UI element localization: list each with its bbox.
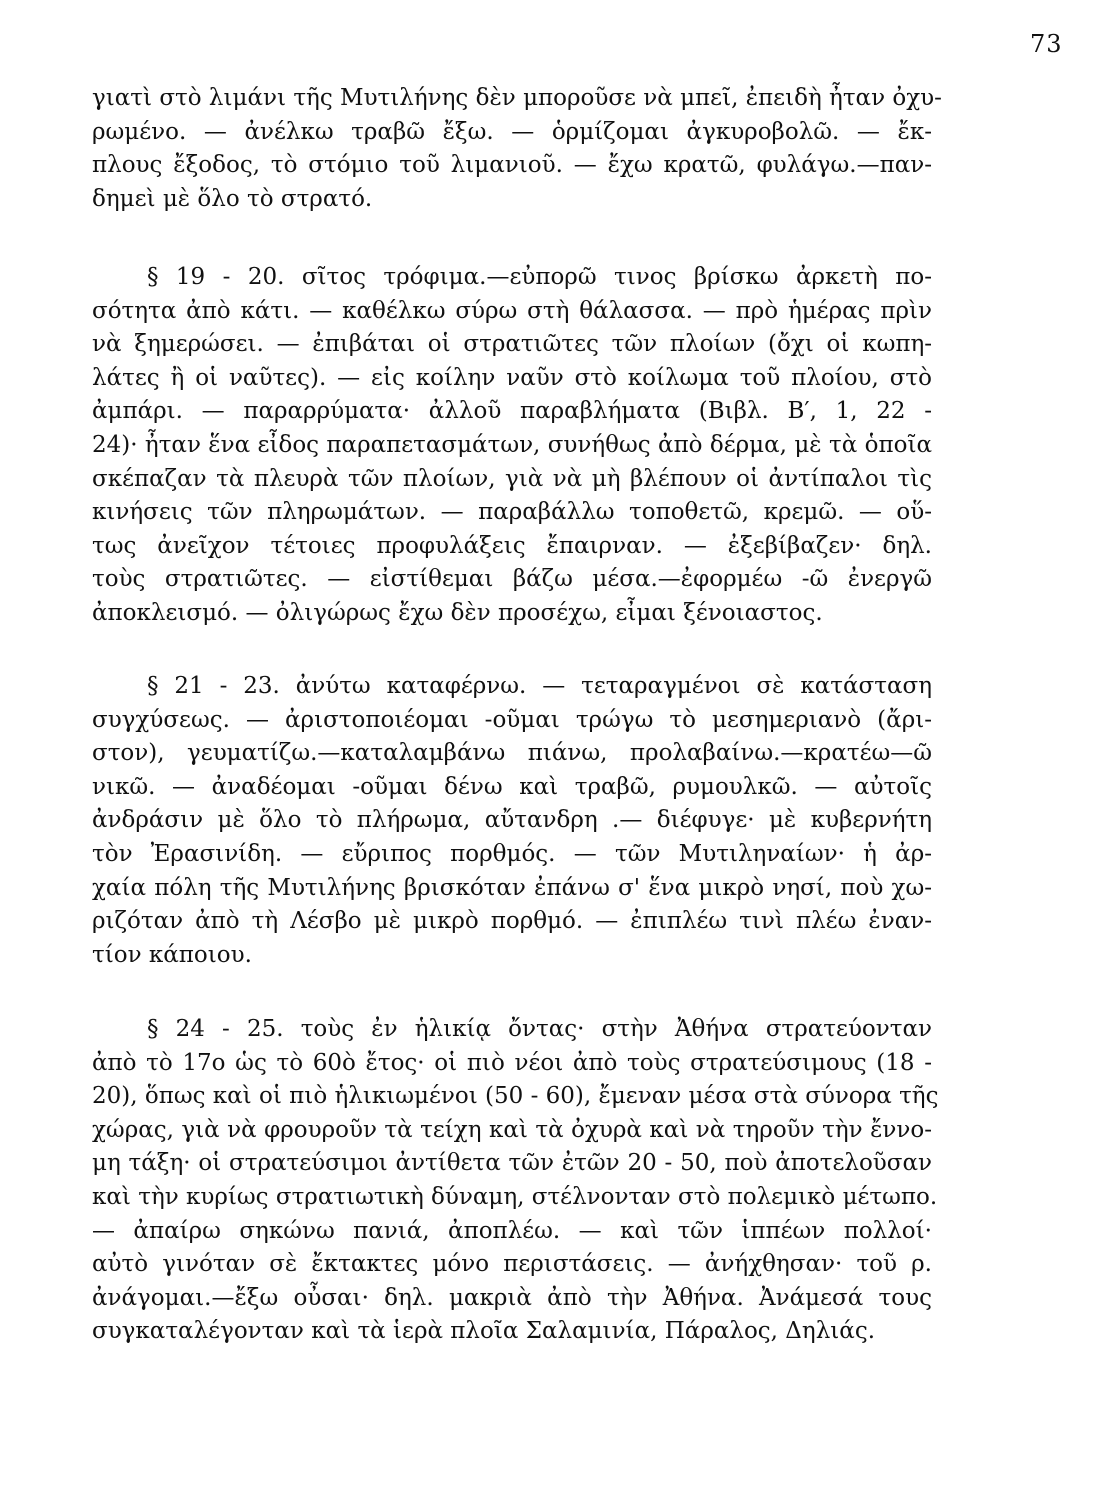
text-line: § 19 - 20. σῖτος τρόφιμα.—εὐπορῶ τινος βρίσκω ἀρκετὴ πο-	[147, 264, 932, 290]
text-line: νὰ ξημερώσει. — ἐπιβάται οἱ στρατιῶτες τῶν πλοίων (ὄχι οἱ κωπη-	[92, 331, 932, 358]
text-line: λάτες ἢ οἱ ναῦτες). — εἰς κοίλην ναῦν στὸ κοίλωμα τοῦ πλοίου, στὸ	[92, 364, 932, 391]
text-line: ἀπὸ τὸ 17ο ὡς τὸ 60ὸ ἔτος· οἱ πιὸ νέοι ἀπὸ τοὺς στρατεύσιμους (18 -	[92, 1049, 932, 1076]
text-line: ἀμπάρι. — παραρρύματα· ἀλλοῦ παραβλήματα (Βιβλ. Β′, 1, 22 -	[92, 398, 932, 425]
text-line: τως ἀνεῖχον τέτοιες προφυλάξεις ἔπαιρναν. — ἐξεβίβαζεν· δηλ.	[92, 532, 932, 559]
text-line: σκέπαζαν τὰ πλευρὰ τῶν πλοίων, γιὰ νὰ μὴ βλέπουν οἱ ἀντίπαλοι τὶς	[92, 465, 932, 492]
text-line: γιατὶ στὸ λιμάνι τῆς Μυτιλήνης δὲν μποροῦσε νὰ μπεῖ, ἐπειδὴ ἦταν ὀχυ-	[92, 85, 942, 111]
text-line: § 21 - 23. ἀνύτω καταφέρνω. — τεταραγμένοι σὲ κατάσταση	[147, 673, 932, 699]
text-line: ἀνδράσιν μὲ ὅλο τὸ πλήρωμα, αὔτανδρη .— διέφυγε· μὲ κυβερνήτη	[92, 807, 932, 834]
paragraph-section-24-25	[92, 1013, 939, 1349]
text-line: ριζόταν ἀπὸ τὴ Λέσβο μὲ μικρὸ πορθμό. — ἐπιπλέω τινὶ πλέω ἐναν-	[92, 908, 932, 935]
text-line: πλους ἔξοδος, τὸ στόμιο τοῦ λιμανιοῦ. — ἔχω κρατῶ, φυλάγω.—παν-	[92, 152, 932, 179]
text-line: 24)· ἦταν ἕνα εἶδος παραπετασμάτων, συνήθως ἀπὸ δέρμα, μὲ τὰ ὁποῖα	[92, 431, 932, 458]
paragraph-section-19-20	[92, 261, 932, 631]
text-line: καὶ τὴν κυρίως στρατιωτικὴ δύναμη, στέλνονταν στὸ πολεμικὸ μέτωπο.	[92, 1183, 938, 1210]
text-line: τοὺς στρατιῶτες. — εἰστίθεμαι βάζω μέσα.—ἐφορμέω -ῶ ἐνεργῶ	[92, 566, 932, 593]
text-line: νικῶ. — ἀναδέομαι -οῦμαι δένω καὶ τραβῶ, ρυμουλκῶ. — αὐτοῖς	[92, 773, 932, 800]
text-line: ἀνάγομαι.—ἔξω οὖσαι· δηλ. μακριὰ ἀπὸ τὴν Ἀθήνα. Ἀνάμεσά τους	[92, 1284, 932, 1311]
text-line: σότητα ἀπὸ κάτι. — καθέλκω σύρω στὴ θάλασσα. — πρὸ ἡμέρας πρὶν	[92, 297, 932, 324]
text-line: μη τάξη· οἱ στρατεύσιμοι ἀντίθετα τῶν ἐτῶν 20 - 50, ποὺ ἀποτελοῦσαν	[92, 1150, 932, 1177]
text-line: § 24 - 25. τοὺς ἐν ἡλικίᾳ ὄντας· στὴν Ἀθήνα στρατεύονταν	[147, 1016, 932, 1042]
text-line: ἀποκλεισμό. — ὀλιγώρως ἔχω δὲν προσέχω, εἶμαι ξένοιαστος.	[92, 599, 823, 626]
text-line: στον), γευματίζω.—καταλαμβάνω πιάνω, προλαβαίνω.—κρατέω—ῶ	[92, 740, 932, 767]
text-line: συγχύσεως. — ἀριστοποιέομαι -οῦμαι τρώγω τὸ μεσημεριανὸ (ἄρι-	[92, 706, 932, 733]
text-line: 20), ὅπως καὶ οἱ πιὸ ἡλικιωμένοι (50 - 60), ἔμεναν μέσα στὰ σύνορα τῆς	[92, 1083, 939, 1110]
paragraph-1	[92, 82, 942, 216]
text-line: χαία πόλη τῆς Μυτιλήνης βρισκόταν ἐπάνω σ' ἕνα μικρὸ νησί, ποὺ χω-	[92, 874, 932, 901]
text-line: δημεὶ μὲ ὅλο τὸ στρατό.	[92, 185, 373, 212]
page-number: 73	[1030, 30, 1063, 58]
text-line: — ἀπαίρω σηκώνω πανιά, ἀποπλέω. — καὶ τῶν ἱππέων πολλοί·	[92, 1217, 932, 1244]
text-line: κινήσεις τῶν πληρωμάτων. — παραβάλλω τοποθετῶ, κρεμῶ. — οὕ-	[92, 499, 932, 526]
paragraph-section-21-23	[92, 670, 932, 972]
text-line: χώρας, γιὰ νὰ φρουροῦν τὰ τείχη καὶ τὰ ὀχυρὰ καὶ νὰ τηροῦν τὴν ἔννο-	[92, 1116, 932, 1143]
text-line: τὸν Ἐρασινίδη. — εὔριπος πορθμός. — τῶν Μυτιληναίων· ἡ ἀρ-	[92, 840, 932, 867]
text-line: ρωμένο. — ἀνέλκω τραβῶ ἔξω. — ὁρμίζομαι ἀγκυροβολῶ. — ἔκ-	[92, 118, 932, 145]
text-line: συγκαταλέγονταν καὶ τὰ ἱερὰ πλοῖα Σαλαμινία, Πάραλος, Δηλιάς.	[92, 1318, 876, 1345]
text-line: αὐτὸ γινόταν σὲ ἔκτακτες μόνο περιστάσεις. — ἀνήχθησαν· τοῦ ρ.	[92, 1251, 932, 1278]
text-line: τίον κάποιου.	[92, 941, 252, 968]
